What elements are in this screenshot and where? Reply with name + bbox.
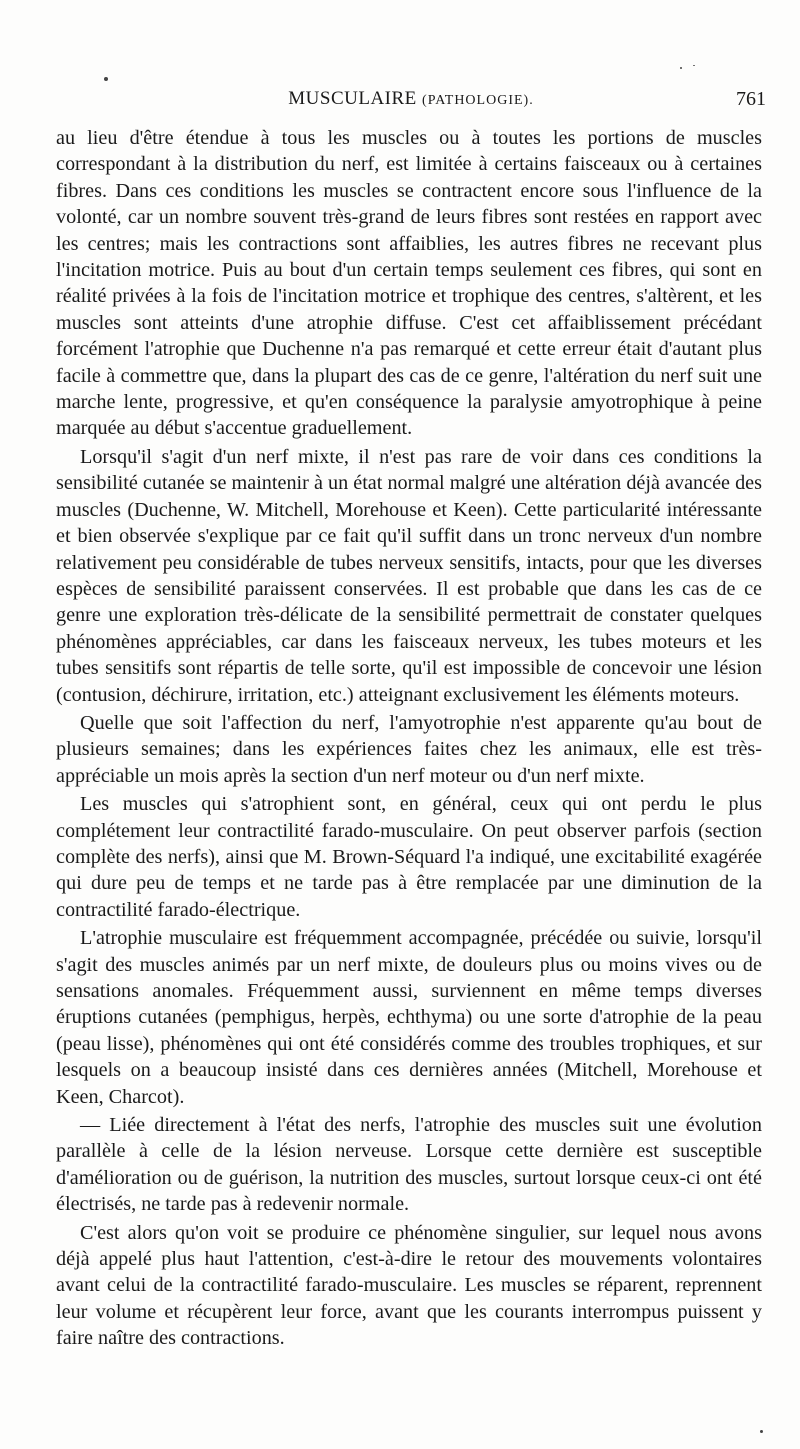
paragraph: Quelle que soit l'affection du nerf, l'amyotrophie n'est apparente qu'au bout de plusieurs semaines; dans les expériences faites chez les animaux, elle est très-appréciable un mois après la section d'un nerf moteur ou d'un nerf mixte.: [56, 711, 762, 787]
body-text: [56, 125, 762, 1354]
running-title-main: MUSCULAIRE: [288, 88, 417, 109]
paragraph: — Liée directement à l'état des nerfs, l'atrophie des muscles suit une évolution parallèle à celle de la lésion nerveuse. Lorsque cette dernière est susceptible d'amélioration ou de guérison, la nutrition des muscles, surtout lorsque ceux-ci ont été électrisés, ne tarde pas à redevenir normale.: [56, 1114, 762, 1216]
paragraph: Les muscles qui s'atrophient sont, en général, ceux qui ont perdu le plus complétement leur contractilité farado-musculaire. On peut observer parfois (section complète des nerfs), ainsi que M. Brown-Séquard l'a indiqué, une excitabilité exagérée qui dure peu de temps et ne tarde pas à être remplacée par une diminution de la contractilité farado-électrique.: [56, 793, 762, 921]
ink-speck: [693, 65, 695, 66]
paragraph: C'est alors qu'on voit se produire ce phénomène singulier, sur lequel nous avons déjà appelé plus haut l'attention, c'est-à-dire le retour des mouvements volontaires avant celui de la contractilité farado-musculaire. Les muscles se réparent, reprennent leur volume et récupèrent leur force, avant que les courants interrompus puissent y faire naître des contractions.: [56, 1221, 762, 1350]
running-title-sub: (PATHOLOGIE).: [422, 93, 534, 108]
page-number: 761: [736, 88, 766, 110]
ink-speck: [104, 77, 108, 81]
ink-speck: [680, 67, 682, 69]
running-head: [56, 88, 766, 118]
ink-speck: [760, 1430, 763, 1433]
paragraph: au lieu d'être étendue à tous les muscles ou à toutes les portions de muscles correspondant à la distribution du nerf, est limitée à certains faisceaux ou à certaines fibres. Dans ces conditions les muscles se contractent encore sous l'influence de la volonté, car un nombre souvent très-grand de leurs fibres sont restées en rapport avec les centres; mais les contractions sont affaiblies, les autres fibres ne recevant plus l'incitation motrice. Puis au bout d'un certain temps seulement ces fibres, qui sont en réalité privées à la fois de l'incitation motrice et trophique des centres, s'altèrent, et les muscles sont atteints d'une atrophie diffuse. C'est cet affaiblissement précédant forcément l'atrophie que Duchenne n'a pas remarqué et cette erreur était d'autant plus facile à commettre que, dans la plupart des cas de ce genre, l'altération du nerf suit une marche lente, progressive, et qu'en conséquence la paralysie amyotrophique à peine marquée au début s'accentue graduellement.: [56, 127, 762, 440]
paragraph: L'atrophie musculaire est fréquemment accompagnée, précédée ou suivie, lorsqu'il s'agit des muscles animés par un nerf mixte, de douleurs plus ou moins vives ou de sensations anomales. Fréquemment aussi, surviennent en même temps diverses éruptions cutanées (pemphigus, herpès, echthyma) ou une sorte d'atrophie de la peau (peau lisse), phénomènes qui ont été considérés comme des troubles trophiques, et sur lesquels on a beaucoup insisté dans ces dernières années (Mitchell, Morehouse et Keen, Charcot).: [56, 927, 762, 1108]
running-title: [56, 88, 766, 110]
paragraph: Lorsqu'il s'agit d'un nerf mixte, il n'est pas rare de voir dans ces conditions la sensibilité cutanée se maintenir à un état normal malgré une altération déjà avancée des muscles (Duchenne, W. Mitchell, Morehouse et Keen). Cette particularité intéressante et bien observée s'explique par ce fait qu'il suffit dans un tronc nerveux d'un nombre relativement peu considérable de tubes nerveux sensitifs, intacts, pour que les diverses espèces de sensibilité paraissent conservées. Il est probable que dans les cas de ce genre une exploration très-délicate de la sensibilité permettrait de constater quelques phénomènes appréciables, car dans les faisceaux nerveux, les tubes moteurs et les tubes sensitifs sont répartis de telle sorte, qu'il est impossible de concevoir une lésion (contusion, déchirure, irritation, etc.) atteignant exclusivement les éléments moteurs.: [56, 445, 762, 706]
